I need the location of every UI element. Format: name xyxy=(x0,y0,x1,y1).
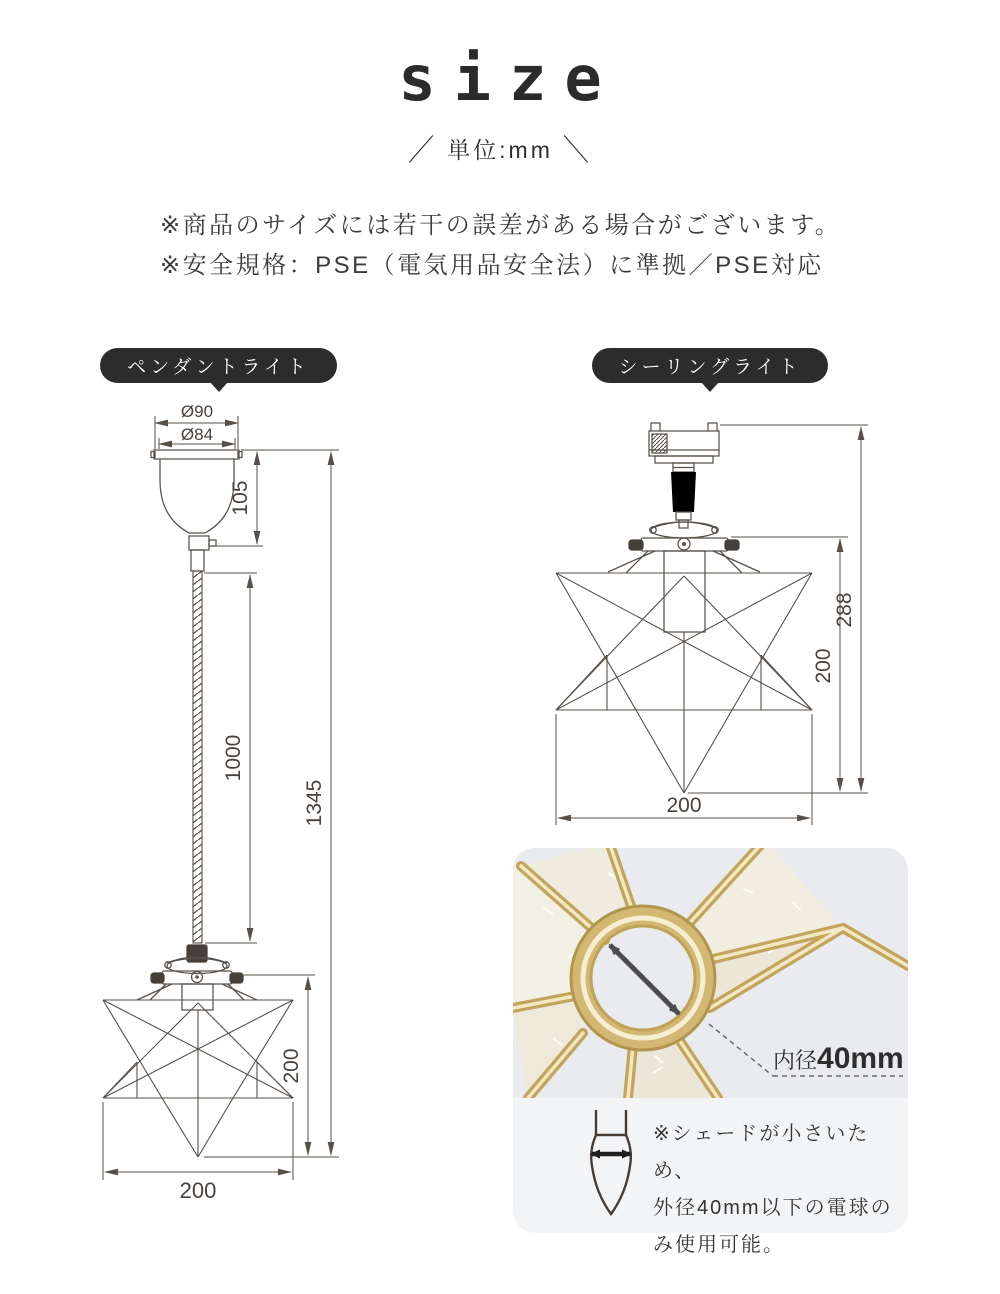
ceiling-dim-shade-height: 200 xyxy=(812,648,835,684)
slash-left-decoration: ／ xyxy=(408,132,438,168)
inner-diameter-prefix: 内径 xyxy=(773,1048,818,1073)
ceiling-light-label-text: シーリングライト xyxy=(618,357,802,378)
inner-diameter-value: 40mm xyxy=(817,1042,904,1075)
note-line-pse: ※安全規格：PSE（電気用品安全法）に準拠／PSE対応 xyxy=(160,252,824,279)
pendant-dim-canopy-height: 105 xyxy=(229,480,252,516)
pendant-cable xyxy=(193,571,202,943)
ceiling-socket-gallery xyxy=(608,522,760,632)
note-line-tolerance: ※商品のサイズには若干の誤差がある場合がございます。 xyxy=(160,212,842,239)
pendant-dimensions xyxy=(103,402,339,1203)
pendant-dim-shade-height: 200 xyxy=(280,1048,303,1084)
pendant-dim-cord-length: 1000 xyxy=(222,734,245,782)
ceiling-star-shade xyxy=(556,573,812,793)
ceiling-dimensions xyxy=(556,425,868,825)
pendant-dim-dia-inner: Ø84 xyxy=(180,425,214,444)
page-title: size xyxy=(398,42,620,115)
pendant-dim-total-height: 1345 xyxy=(303,779,326,827)
ceiling-adapter xyxy=(649,423,719,528)
pendant-dim-dia-outer: Ø90 xyxy=(180,402,214,421)
candle-bulb-icon xyxy=(585,1108,637,1220)
bulb-note-line1: ※シェードが小さいため、 xyxy=(653,1123,870,1182)
socket-detail-photo xyxy=(513,848,908,1098)
bulb-note-line2: 外径40mm以下の電球の xyxy=(653,1197,893,1219)
slash-right-decoration: ＼ xyxy=(562,132,592,168)
ceiling-dim-total-height: 288 xyxy=(833,592,856,628)
pendant-cord-grip xyxy=(189,536,216,571)
socket-detail-panel xyxy=(513,848,908,1256)
pendant-star-shade xyxy=(103,1000,293,1157)
ceiling-drawing xyxy=(556,423,868,825)
unit-label: 単位:mm xyxy=(447,137,553,163)
socket-photo-illustration xyxy=(513,848,908,1098)
pendant-dim-shade-width: 200 xyxy=(179,1178,217,1203)
ceiling-dim-shade-width: 200 xyxy=(666,794,702,817)
pendant-light-label-text: ペンダントライト xyxy=(127,357,310,378)
pendant-drawing xyxy=(103,402,339,1203)
bulb-restriction-note xyxy=(653,1116,908,1264)
bulb-note-line3: み使用可能。 xyxy=(653,1234,785,1256)
